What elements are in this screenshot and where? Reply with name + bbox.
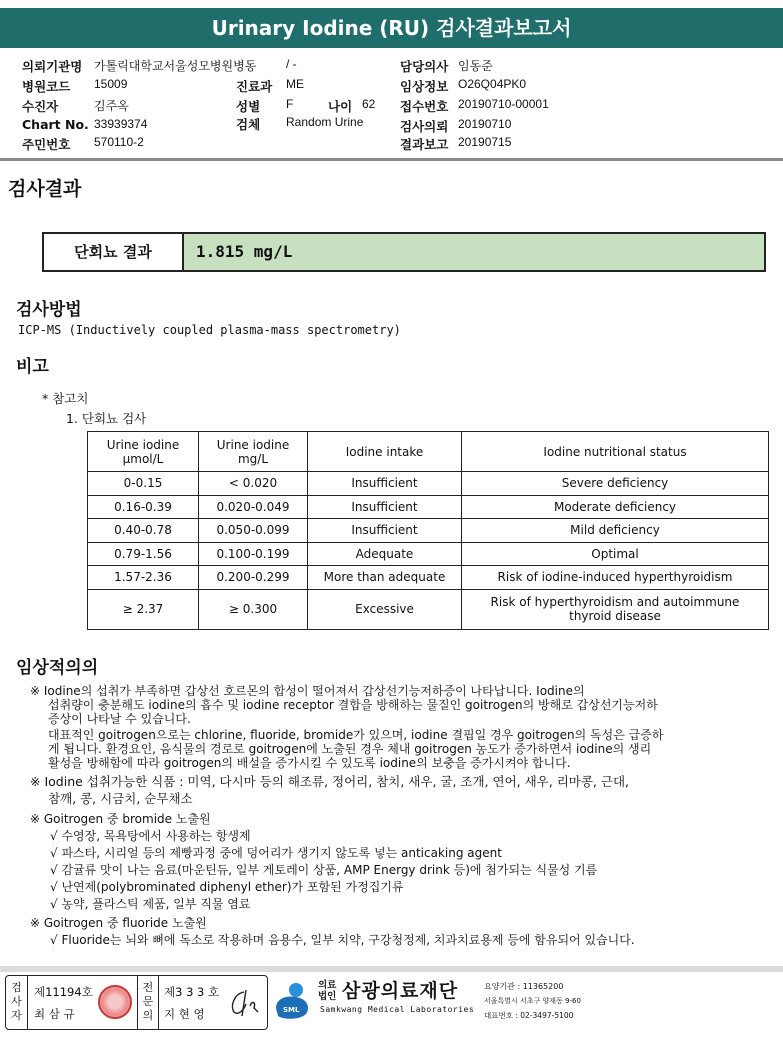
bromide-title: ※ Goitrogen 중 bromide 노출원: [30, 812, 211, 826]
sml-logo-icon: [270, 978, 314, 1022]
clinical-info-value: O26Q04PK0: [458, 77, 527, 91]
col-header-umol: Urine iodine μmol/L: [88, 432, 199, 472]
cell-status: Moderate deficiency: [462, 495, 769, 519]
cell-umol: 0.16-0.39: [88, 495, 199, 519]
examiner-name: 최 삼 규: [34, 1007, 75, 1021]
clinical-significance: [30, 684, 770, 949]
bromide-item: √ 난연제(polybrominated diphenyl ether)가 포함된 가정집기류: [50, 880, 404, 894]
remark-title: 비고: [16, 357, 49, 377]
org-code: 요양기관 : 11365200: [484, 982, 564, 991]
table-row: [88, 495, 769, 519]
report-date-value: 20190715: [458, 135, 512, 149]
cell-status: Risk of iodine-induced hyperthyroidism: [462, 566, 769, 590]
clinical-p2-line: 게 됩니다. 환경요인, 음식물의 경로로 goitrogen에 노출된 경우 체내 goitrogen 농도가 증가하면서 iodine의 생리: [48, 742, 652, 756]
report-title: Urinary Iodine (RU) 검사결과보고서: [0, 8, 783, 48]
receiver-value: 김주옥: [94, 99, 129, 113]
doctor-value: 임동준: [458, 59, 493, 73]
cell-mg: < 0.020: [199, 472, 308, 496]
hospital-code-label: 병원코드: [22, 79, 71, 94]
cell-mg: 0.100-0.199: [199, 542, 308, 566]
doctor-label: 담당의사: [400, 59, 449, 74]
cell-umol: 0-0.15: [88, 472, 199, 496]
bromide-item: √ 수영장, 목욕탕에서 사용하는 항생제: [50, 829, 251, 843]
dept-value: ME: [286, 77, 304, 91]
cell-status: Risk of hyperthyroidism and autoimmune thyroid disease: [462, 589, 769, 629]
specialist-label: 전문의: [137, 976, 159, 1029]
food-line: ※ Iodine 섭취가능한 식품 : 미역, 다시마 등의 해조류, 정어리, 참치, 새우, 굴, 조개, 연어, 새우, 리마콩, 근대,: [30, 774, 629, 789]
result-label: 단회뇨 결과: [44, 234, 184, 270]
clinical-p2-line: 대표적인 goitrogen으로는 chlorine, fluoride, bromide가 있으며, iodine 결핍일 경우 goitrogen의 독성은 급증하: [48, 728, 664, 742]
fluoride-title: ※ Goitrogen 중 fluoride 노출원: [30, 916, 207, 930]
org-name: 삼광의료재단: [342, 980, 459, 1002]
cell-intake: Insufficient: [308, 472, 462, 496]
hospital-code-value: 15009: [94, 77, 128, 91]
sex-label: 성별: [236, 99, 261, 114]
institution-value: 가톨릭대학교서울성모병원병동: [94, 59, 257, 73]
cell-intake: Insufficient: [308, 519, 462, 543]
org-english-name: Samkwang Medical Laboratories: [320, 1005, 475, 1014]
signature-box: [5, 975, 268, 1030]
table-row: [88, 472, 769, 496]
table-header-row: [88, 432, 769, 472]
clinical-p1-line: ※ Iodine의 섭취가 부족하면 갑상선 호르몬의 합성이 떨어져서 갑상선기능저하증이 나타납니다. Iodine의: [30, 684, 585, 698]
age-label: 나이: [328, 99, 353, 114]
col-header-intake: Iodine intake: [308, 432, 462, 472]
cell-intake: Insufficient: [308, 495, 462, 519]
reference-title: * 참고치: [42, 391, 89, 406]
signature-icon: [224, 986, 264, 1020]
org-address: 서울특별시 서초구 양재동 9-60: [484, 997, 581, 1005]
clinical-title: 임상적의의: [16, 658, 99, 678]
cell-umol: ≥ 2.37: [88, 589, 199, 629]
chart-value: 33939374: [94, 117, 148, 131]
clinical-info-label: 임상정보: [400, 79, 449, 94]
org-prefix-1: 의료: [318, 980, 337, 991]
cell-mg: 0.020-0.049: [199, 495, 308, 519]
cell-umol: 0.79-1.56: [88, 542, 199, 566]
footer-divider: [0, 966, 783, 972]
dept-label: 진료과: [236, 79, 273, 94]
resident-value: 570110-2: [94, 135, 144, 149]
table-row: [88, 542, 769, 566]
bromide-item: √ 파스타, 시리얼 등의 제빵과정 중에 덩어리가 생기지 않도록 넣는 anticaking agent: [50, 846, 502, 860]
request-label: 검사의뢰: [400, 119, 449, 134]
clinical-p2-line: 활성을 방해함에 따라 goitrogen의 배설을 증가시킬 수 있도록 iodine의 보충을 증가시켜야 합니다.: [48, 756, 571, 770]
examiner-label: 검사자: [6, 976, 28, 1029]
chart-label: Chart No.: [22, 117, 89, 132]
cell-mg: 0.050-0.099: [199, 519, 308, 543]
cell-umol: 0.40-0.78: [88, 519, 199, 543]
org-phone: 대표번호 : 02-3497-5100: [484, 1011, 574, 1020]
cell-status: Mild deficiency: [462, 519, 769, 543]
receipt-value: 20190710-00001: [458, 97, 549, 111]
sex-value: F: [286, 97, 294, 111]
cell-status: Optimal: [462, 542, 769, 566]
age-value: 62: [362, 97, 376, 111]
col-header-mg: Urine iodine mg/L: [199, 432, 308, 472]
receipt-label: 접수번호: [400, 99, 449, 114]
cell-intake: Adequate: [308, 542, 462, 566]
specialist-license: 제3 3 3 호: [164, 985, 220, 999]
cell-status: Severe deficiency: [462, 472, 769, 496]
result-box: [42, 232, 766, 272]
cell-umol: 1.57-2.36: [88, 566, 199, 590]
examiner-license: 제11194호: [34, 985, 93, 999]
clinical-p1-line: 섭취량이 충분해도 iodine의 흡수 및 iodine receptor 결합을 방해하는 물질인 goitrogen의 방해로 갑상선기능저하: [48, 698, 658, 712]
resident-label: 주민번호: [22, 137, 71, 152]
table-row: [88, 589, 769, 629]
col-header-status: Iodine nutritional status: [462, 432, 769, 472]
method-text: ICP-MS (Inductively coupled plasma-mass spectrometry): [18, 323, 401, 337]
cell-intake: More than adequate: [308, 566, 462, 590]
bromide-item: √ 농약, 플라스틱 제품, 일부 직물 염료: [50, 897, 251, 911]
org-prefix-2: 법인: [318, 991, 337, 1002]
cell-mg: 0.200-0.299: [199, 566, 308, 590]
examiner-seal: [98, 985, 132, 1019]
bromide-item: √ 감귤류 맛이 나는 음료(마운틴듀, 일부 게토레이 상품, AMP Energy drink 등)에 첨가되는 식물성 기름: [50, 863, 598, 877]
fluoride-item: √ Fluoride는 뇌와 뼈에 독소로 작용하며 음용수, 일부 치약, 구강청정제, 치과치료용제 등에 함유되어 있습니다.: [50, 933, 635, 947]
report-date-label: 결과보고: [400, 137, 449, 152]
reference-table: [87, 431, 769, 630]
result-value: 1.815 mg/L: [184, 234, 764, 270]
reference-subtitle: 1. 단회뇨 검사: [66, 411, 147, 426]
ward-value: / -: [286, 57, 297, 71]
sml-logo-text: SML: [283, 1006, 300, 1014]
cell-mg: ≥ 0.300: [199, 589, 308, 629]
result-section-title: 검사결과: [8, 178, 82, 200]
food-line: 참깨, 콩, 시금치, 순무채소: [48, 791, 193, 806]
specimen-label: 검체: [236, 117, 261, 132]
specimen-value: Random Urine: [286, 115, 364, 129]
cell-intake: Excessive: [308, 589, 462, 629]
table-row: [88, 519, 769, 543]
report-header: [0, 52, 783, 152]
institution-label: 의뢰기관명: [22, 59, 83, 74]
method-title: 검사방법: [16, 300, 82, 320]
table-row: [88, 566, 769, 590]
header-divider: [0, 158, 783, 161]
request-value: 20190710: [458, 117, 512, 131]
clinical-p1-line: 증상이 나타날 수 있습니다.: [48, 712, 191, 726]
specialist-name: 지 현 영: [164, 1007, 205, 1021]
receiver-label: 수진자: [22, 99, 59, 114]
